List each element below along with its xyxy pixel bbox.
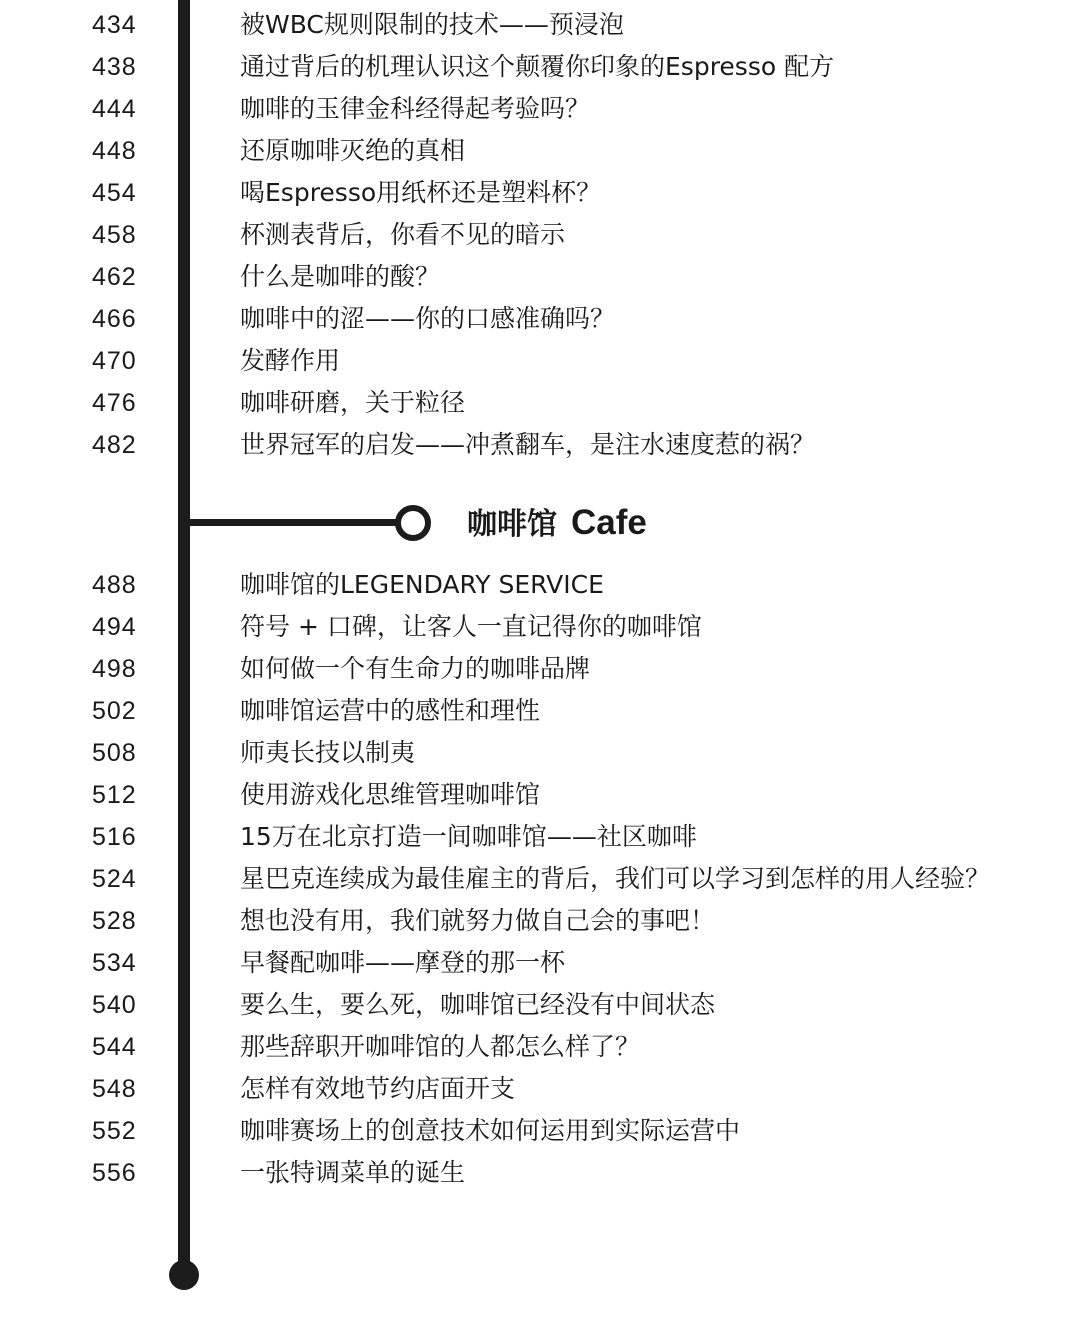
page-number: 476 (92, 389, 137, 417)
entry-title: 被WBC规则限制的技术——预浸泡 (240, 10, 624, 39)
toc-entry[interactable] (0, 985, 1080, 1025)
toc-entry[interactable] (0, 775, 1080, 815)
page-number: 540 (92, 991, 137, 1019)
entry-title: 什么是咖啡的酸？ (240, 262, 441, 291)
toc-entry[interactable] (0, 215, 1080, 255)
entry-title: 一张特调菜单的诞生 (240, 1158, 466, 1187)
entry-title: 咖啡的玉律金科经得起考验吗？ (240, 94, 591, 123)
toc-entry[interactable] (0, 1027, 1080, 1067)
toc-entry[interactable] (0, 691, 1080, 731)
page-number: 494 (92, 613, 137, 641)
section-heading (467, 500, 647, 546)
page-number: 502 (92, 697, 137, 725)
entry-title: 咖啡馆运营中的感性和理性 (240, 696, 541, 725)
toc-entry[interactable] (0, 817, 1080, 857)
entry-title: 符号 + 口碑，让客人一直记得你的咖啡馆 (240, 612, 702, 641)
page-number: 482 (92, 431, 137, 459)
toc-entry[interactable] (0, 47, 1080, 87)
timeline-end-dot (169, 1260, 199, 1290)
page-number: 508 (92, 739, 137, 767)
page-number: 444 (92, 95, 137, 123)
entry-title: 咖啡中的涩——你的口感准确吗？ (240, 304, 616, 333)
page-number: 462 (92, 263, 137, 291)
toc-entry[interactable] (0, 131, 1080, 171)
toc-entry[interactable] (0, 257, 1080, 297)
page-number: 544 (92, 1033, 137, 1061)
entry-title: 早餐配咖啡——摩登的那一杯 (240, 948, 566, 977)
entry-title: 如何做一个有生命力的咖啡品牌 (240, 654, 591, 683)
entry-title: 咖啡馆的LEGENDARY SERVICE (240, 570, 604, 599)
toc-entry[interactable] (0, 173, 1080, 213)
toc-entry[interactable] (0, 341, 1080, 381)
toc-entry[interactable] (0, 901, 1080, 941)
entry-title: 咖啡赛场上的创意技术如何运用到实际运营中 (240, 1116, 741, 1145)
entry-title: 想也没有用，我们就努力做自己会的事吧！ (240, 906, 716, 935)
toc-entry[interactable] (0, 607, 1080, 647)
section-branch-line (186, 519, 398, 526)
entry-title: 还原咖啡灭绝的真相 (240, 136, 466, 165)
page-number: 448 (92, 137, 137, 165)
page-number: 438 (92, 53, 137, 81)
page-number: 524 (92, 865, 137, 893)
toc-entry[interactable] (0, 649, 1080, 689)
entry-title: 那些辞职开咖啡馆的人都怎么样了？ (240, 1032, 641, 1061)
page-number: 528 (92, 907, 137, 935)
toc-entry[interactable] (0, 565, 1080, 605)
entry-title: 师夷长技以制夷 (240, 738, 416, 767)
page-number: 488 (92, 571, 137, 599)
toc-entry[interactable] (0, 1069, 1080, 1109)
page-number: 458 (92, 221, 137, 249)
page-number: 454 (92, 179, 137, 207)
page-number: 434 (92, 11, 137, 39)
page-number: 556 (92, 1159, 137, 1187)
section-heading-zh: 咖啡馆 (467, 507, 557, 542)
toc-entry[interactable] (0, 943, 1080, 983)
page-number: 516 (92, 823, 137, 851)
page-number: 498 (92, 655, 137, 683)
section-heading-en: Cafe (571, 503, 647, 542)
entry-title: 通过背后的机理认识这个颠覆你印象的Espresso 配方 (240, 52, 835, 81)
entry-title: 喝Espresso用纸杯还是塑料杯？ (240, 178, 602, 207)
toc-entry[interactable] (0, 383, 1080, 423)
page-number: 466 (92, 305, 137, 333)
page-number: 548 (92, 1075, 137, 1103)
entry-title: 世界冠军的启发——冲煮翻车，是注水速度惹的祸？ (240, 430, 816, 459)
toc-entry[interactable] (0, 859, 1080, 899)
entry-title: 咖啡研磨，关于粒径 (240, 388, 466, 417)
toc-entry[interactable] (0, 1111, 1080, 1151)
entry-title: 星巴克连续成为最佳雇主的背后，我们可以学习到怎样的用人经验？ (240, 864, 991, 893)
page-number: 552 (92, 1117, 137, 1145)
entry-title: 15万在北京打造一间咖啡馆——社区咖啡 (240, 822, 697, 851)
page-number: 534 (92, 949, 137, 977)
toc-entry[interactable] (0, 733, 1080, 773)
page-number: 470 (92, 347, 137, 375)
entry-title: 要么生，要么死，咖啡馆已经没有中间状态 (240, 990, 716, 1019)
toc-entry[interactable] (0, 299, 1080, 339)
entry-title: 使用游戏化思维管理咖啡馆 (240, 780, 541, 809)
entry-title: 发酵作用 (240, 346, 341, 375)
toc-entry[interactable] (0, 5, 1080, 45)
toc-entry[interactable] (0, 89, 1080, 129)
section-node-icon (395, 505, 431, 541)
toc-entry[interactable] (0, 425, 1080, 465)
toc-entry[interactable] (0, 1153, 1080, 1193)
page-number: 512 (92, 781, 137, 809)
entry-title: 怎样有效地节约店面开支 (240, 1074, 516, 1103)
entry-title: 杯测表背后，你看不见的暗示 (240, 220, 566, 249)
